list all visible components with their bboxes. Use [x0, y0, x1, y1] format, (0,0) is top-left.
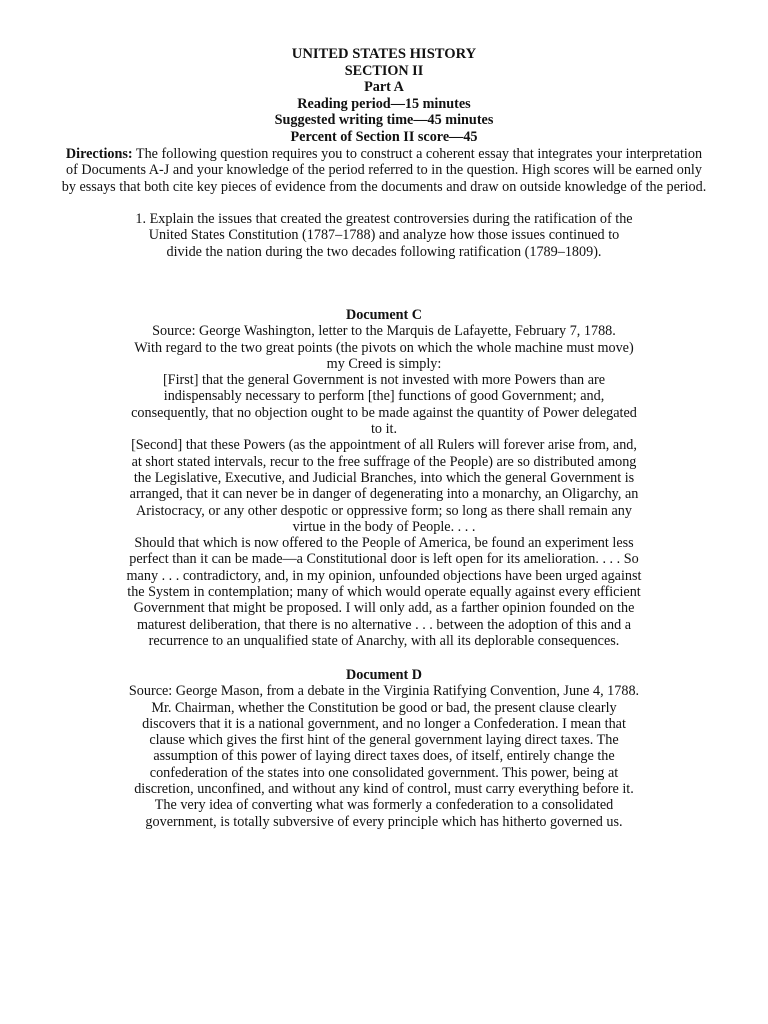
- document-d: [126, 667, 642, 830]
- directions-label: Directions:: [65, 146, 133, 162]
- directions-text: The following question requires you to construct a coherent essay that integrates your interpretation of Documents A-J and your knowledge of the period referred to in the question. High scores will be earned only by essays that both cite key pieces of evidence from the documents and draw on outside knowledge of the period.: [61, 146, 707, 195]
- exam-title: UNITED STATES HISTORY: [291, 46, 477, 62]
- document-c-title: Document C: [345, 307, 423, 323]
- reading-period: Reading period—15 minutes: [297, 95, 471, 112]
- document-d-title: Document D: [345, 667, 423, 683]
- essay-question: 1. Explain the issues that created the greatest controversies during the ratification of the United States Constitution (1787–1788) and analyze how those issues continued to divide the nation during the two decades following ratification (1789–1809).: [135, 211, 633, 260]
- document-c-paragraph: [Second] that these Powers (as the appointment of all Rulers will forever arise from, and, at short stated intervals, recur to the free suffrage of the People) are so distributed among the Legislative, Executive, and Judicial Branches, into which the general Government is arranged, that it can never be in danger of degenerating into a monarchy, an Oligarchy, an Aristocracy, or any other despotic or oppressive form; so long as there shall remain any virtue in the body of People. . . .: [129, 437, 639, 535]
- document-c-paragraph: [First] that the general Government is not invested with more Powers than are indispensably necessary to perform [the] functions of good Government; and, consequently, that no objection ought to be made against the quantity of Power delegated to it.: [131, 372, 637, 438]
- exam-header: [0, 46, 768, 145]
- section-label: SECTION II: [344, 63, 424, 79]
- directions-block: [60, 146, 708, 195]
- part-label: Part A: [364, 79, 404, 96]
- writing-time: Suggested writing time—45 minutes: [274, 112, 494, 129]
- document-d-paragraph: Mr. Chairman, whether the Constitution be good or bad, the present clause clearly discovers that it is a national government, and no longer a Confederation. I mean that clause which gives the first hint of the general government laying direct taxes. The assumption of this power of laying direct taxes does, of itself, entirely change the confederation of the states into one consolidated government. This power, being at discretion, unconfined, and without any kind of control, must carry everything before it. The very idea of converting what was formerly a confederation to a consolidated government, is totally subversive of every principle which has hitherto governed us.: [134, 699, 634, 830]
- document-c-paragraph: Should that which is now offered to the People of America, be found an experiment less perfect than it can be made—a Constitutional door is left open for its amelioration. . . . So many . . . contradictory, and, in my opinion, unfounded objections have been urged against the System in contemplation; many of which would operate equally against every efficient Government that might be proposed. I will only add, as a farther opinion founded on the maturest deliberation, that there is no alternative . . . between the adoption of this and a recurrence to an unqualified state of Anarchy, with all its deplorable consequences.: [126, 535, 642, 649]
- document-c: [126, 307, 642, 649]
- document-c-source: Source: George Washington, letter to the Marquis de Lafayette, February 7, 1788.: [152, 323, 616, 340]
- document-d-source: Source: George Mason, from a debate in the Virginia Ratifying Convention, June 4, 1788.: [128, 683, 640, 700]
- document-c-paragraph: With regard to the two great points (the pivots on which the whole machine must move) my Creed is simply:: [134, 339, 634, 372]
- score-percent: Percent of Section II score—45: [290, 128, 478, 145]
